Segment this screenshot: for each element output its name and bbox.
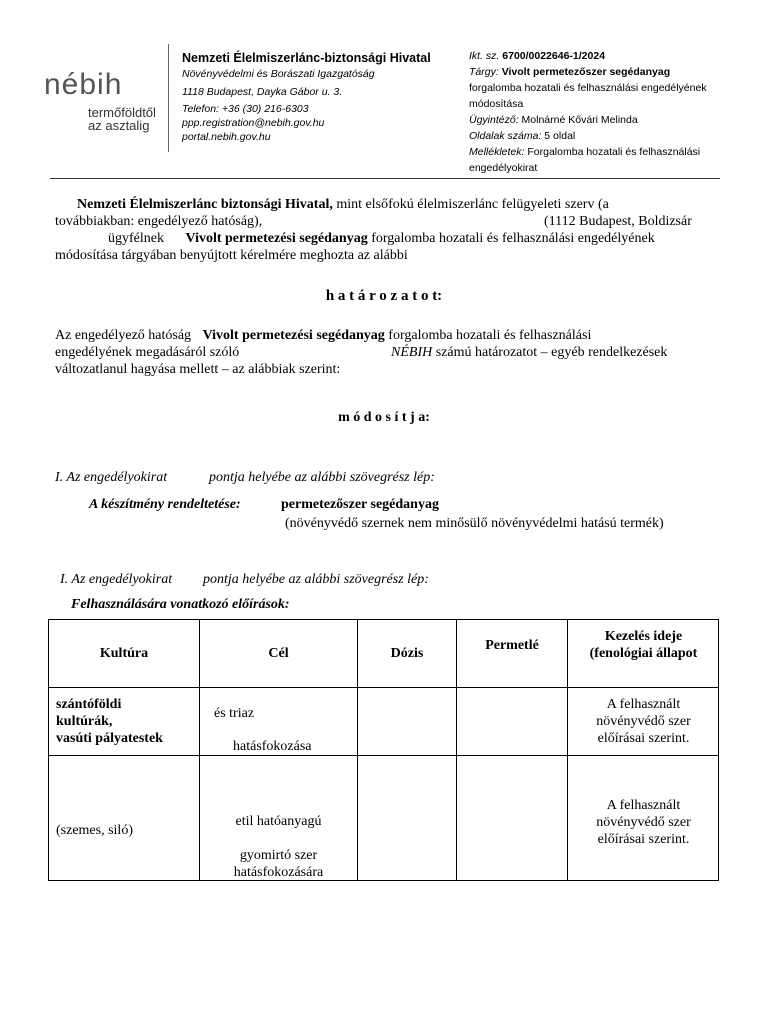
intro-line-3 [108,230,655,247]
table-row-1-timing [568,696,719,747]
r1-timing-3: előírásai szerint. [597,731,690,746]
case-officer-label: Ügyintéző: [469,114,519,126]
th-dose: Dózis [390,646,424,661]
nebih-logo [44,70,169,140]
intro-line-2-left: továbbiakban: engedélyező hatóság), [55,214,263,229]
decision-line-1 [55,327,715,344]
logo-tagline-1: termőföldtől [88,105,156,120]
section2-header-left: I. Az engedélyokirat [60,572,173,587]
intro-line-1 [55,196,714,213]
subject-cont-1: forgalomba hozatali és felhasználási engedélyének [469,82,707,94]
table-row-divider [49,755,718,756]
intro-org-name: Nemzeti Élelmiszerlánc biztonsági Hivatal, [77,197,333,212]
decision-product: Vivolt permetezési segédanyag [202,328,385,343]
decision-line-2-right [391,344,667,361]
org-directorate: Növényvédelmi és Borászati Igazgatóság [182,68,375,80]
modifies-title: m ó d o s í t j a: [338,410,430,425]
section1-header-right: pontja helyébe az alábbi szövegrész lép: [209,470,435,485]
r2-timing-3: előírásai szerint. [597,832,690,847]
org-portal[interactable]: portal.nebih.gov.hu [182,131,271,143]
intro-product: Vivolt permetezési segédanyag [185,231,368,246]
r2-timing-1: A felhasznált [606,798,681,813]
decision-title: h a t á r o z a t o t: [325,288,443,304]
attachments-value: Forgalomba hozatali és felhasználási [527,146,701,158]
org-info [182,50,462,144]
section1-header-left: I. Az engedélyokirat [55,470,168,485]
r1-culture-1: szántóföldi [56,697,122,712]
org-email[interactable]: ppp.registration@nebih.gov.hu [182,117,325,129]
r1-culture-3: vasúti pályatestek [56,731,163,746]
attachments-label: Mellékletek: [469,146,525,158]
org-address: 1118 Budapest, Dayka Gábor u. 3. [182,86,343,98]
section1-value: permetezőszer segédanyag [281,497,439,512]
th-timing-2: (fenológiai állapot [589,646,698,661]
intro-line-4: módosítása tárgyában benyújtott kérelmére meghozta az alábbi [55,248,408,263]
logo-tagline-2: az asztalig [88,118,150,133]
pages-value: 5 oldal [544,130,576,142]
table-row-divider [49,687,718,688]
r2-timing-2: növényvédő szer [596,815,691,830]
decision-line-2-rest: számú határozatot – egyéb rendelkezések [435,345,668,360]
table-row-1-culture [56,696,163,747]
r1-timing-1: A felhasznált [606,697,681,712]
section2-header-right: pontja helyébe az alábbi szövegrész lép: [203,572,429,587]
header-divider [168,44,169,152]
org-name: Nemzeti Élelmiszerlánc-biztonsági Hivatal [182,51,431,65]
decision-line-1-rest: forgalomba hozatali és felhasználási [388,328,592,343]
subject-label: Tárgy: [469,66,499,78]
header-rule [50,178,720,179]
decision-line-2-left: engedélyének megadásáról szóló [55,345,240,360]
pages-label: Oldalak száma: [469,130,542,142]
attachments-cont: engedélyokirat [469,162,538,174]
th-culture: Kultúra [99,646,149,661]
decision-line-3: változatlanul hagyása mellett – az alábbiak szerint: [55,362,341,377]
section1-label: A készítmény rendeltetése: [89,497,241,512]
th-timing [568,628,719,662]
case-officer-value: Molnárné Kővári Melinda [521,114,638,126]
table-row-2-timing [568,797,719,848]
r1-target-2: hatásfokozása [233,739,312,754]
usage-table [48,619,719,881]
section2-label: Felhasználására vonatkozó előírások: [71,597,290,612]
section1-note: (növényvédő szernek nem minősülő növényvédelmi hatású termék) [285,516,664,531]
intro-line-3-rest: forgalomba hozatali és felhasználási engedélyének [371,231,655,246]
r2-culture: (szemes, siló) [56,823,133,838]
r1-timing-2: növényvédő szer [596,714,691,729]
th-spray: Permetlé [485,638,539,653]
ikt-label: Ikt. sz. [469,50,500,62]
table-col-divider [456,620,457,880]
intro-client: ügyfélnek [108,231,164,246]
th-target: Cél [268,646,289,661]
intro-line-2-right: (1112 Budapest, Boldizsár [544,214,692,229]
document-meta [469,48,744,176]
ikt-value: 6700/0022646-1/2024 [502,50,606,62]
logo-word: nébih [44,68,123,101]
table-row-2-target [200,847,357,881]
intro-line-1-rest: mint elsőfokú élelmiszerlánc felügyeleti szerv (a [336,197,609,212]
subject-cont-2: módosítása [469,98,524,110]
r2-target-1: etil hatóanyagú [235,814,322,829]
decision-nebih: NÉBIH [391,345,433,360]
r1-target-1: és triaz [214,706,255,721]
r2-target-2: gyomirtó szer [239,848,318,863]
th-timing-1: Kezelés ideje [604,629,683,644]
decision-line-1-start: Az engedélyező hatóság [55,328,192,343]
subject-value: Vivolt permetezőszer segédanyag [501,66,671,78]
r2-target-3: hatásfokozására [233,865,324,880]
org-phone: Telefon: +36 (30) 216-6303 [182,103,309,115]
r1-culture-2: kultúrák, [56,714,113,729]
